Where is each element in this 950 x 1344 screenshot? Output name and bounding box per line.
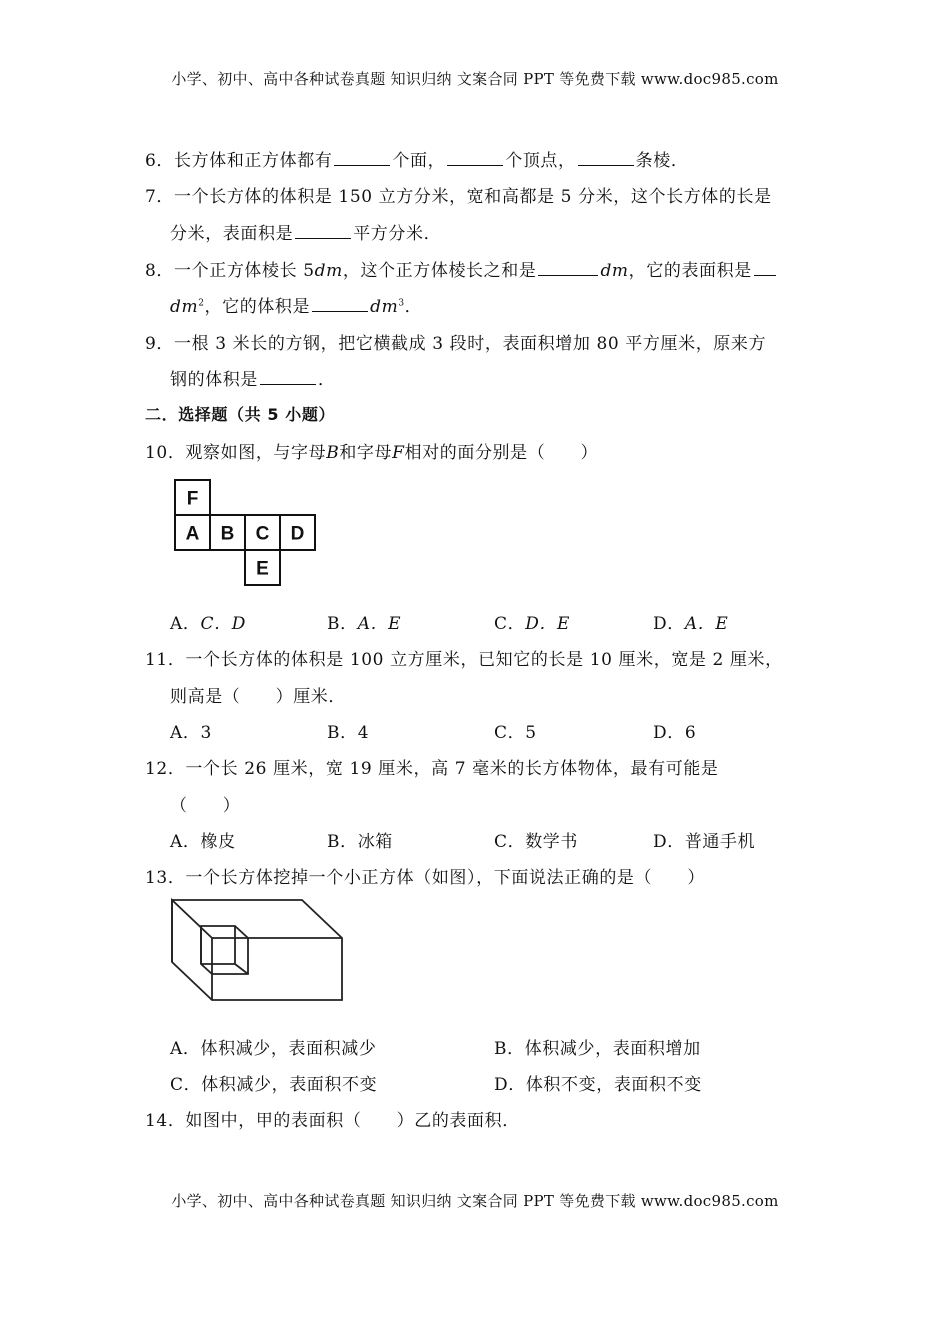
question-9-line-2	[170, 365, 336, 390]
question-12-line-1: 12．一个长 26 厘米，宽 19 厘米，高 7 毫米的长方体物体，最有可能是	[145, 759, 719, 779]
q8-text-e: ．	[404, 297, 423, 317]
question-12-line-2: （ ）	[170, 796, 241, 816]
net-label-f: F	[186, 488, 199, 510]
q10-option-a-letter: A．	[170, 614, 201, 634]
q10-option-d[interactable]	[653, 609, 728, 634]
question-11-line-2: 则高是（ ）厘米．	[170, 687, 346, 707]
section-2-title: 二．选择题（共 5 小题）	[145, 405, 336, 424]
q9-text-a: 钢的体积是	[170, 370, 258, 390]
question-7-line-1: 7．一个长方体的体积是 150 立方分米，宽和高都是 5 分米，这个长方体的长是	[145, 187, 772, 207]
q10-option-b-value: A．E	[357, 614, 402, 634]
q12-option-b[interactable]: B．冰箱	[327, 832, 393, 852]
q10-letter-f: F	[392, 443, 405, 463]
q7-blank[interactable]	[295, 237, 351, 239]
cuboid-left-edges	[172, 900, 212, 962]
q11-option-b[interactable]: B．4	[327, 723, 370, 743]
q8-unit-2: dm	[600, 261, 629, 281]
q10-option-b-letter: B．	[327, 614, 358, 634]
q12-option-d[interactable]: D．普通手机	[653, 832, 756, 852]
page-header: 小学、初中、高中各种试卷真题 知识归纳 文案合同 PPT 等免费下载 www.doc985.com	[171, 70, 779, 88]
q11-option-c[interactable]: C．5	[494, 723, 537, 743]
question-8-line-1	[145, 256, 778, 281]
net-label-c: C	[255, 523, 270, 545]
q6-blank-3[interactable]	[578, 164, 634, 166]
cube-net-figure	[174, 479, 318, 589]
question-6	[145, 146, 688, 171]
q12-option-c[interactable]: C．数学书	[494, 832, 579, 852]
q10-letter-b: B	[326, 443, 340, 463]
q10-option-c[interactable]	[494, 609, 570, 634]
q10-option-c-value: D．E	[525, 614, 571, 634]
question-11-line-1: 11．一个长方体的体积是 100 立方厘米，已知它的长是 10 厘米，宽是 2 厘米，	[145, 650, 783, 670]
q8-unit-1: dm	[314, 261, 343, 281]
net-label-a: A	[185, 523, 200, 545]
q8-unit-3: dm	[170, 297, 199, 317]
q6-text-a: 6．长方体和正方体都有	[145, 151, 333, 171]
q10-option-d-value: A．E	[684, 614, 729, 634]
q8-blank-3[interactable]	[312, 310, 368, 312]
q8-blank-1[interactable]	[538, 274, 598, 276]
q8-text-b: ，这个正方体棱长之和是	[342, 261, 537, 281]
net-label-e: E	[256, 558, 269, 580]
q8-text-d: ，它的体积是	[204, 297, 311, 317]
cuboid-front-edges	[212, 938, 342, 1000]
q13-option-a[interactable]: A．体积减少，表面积减少	[170, 1039, 377, 1059]
page-footer: 小学、初中、高中各种试卷真题 知识归纳 文案合同 PPT 等免费下载 www.doc985.com	[171, 1192, 779, 1210]
q8-sup-2: 2	[198, 298, 205, 309]
cuboid-outline	[172, 900, 342, 1000]
q6-blank-2[interactable]	[447, 164, 503, 166]
q10-option-d-letter: D．	[653, 614, 685, 634]
q7-text-a: 分米，表面积是	[170, 224, 294, 244]
q7-text-b: 平方分米．	[353, 224, 442, 244]
question-8-line-2	[170, 292, 422, 317]
q13-option-b[interactable]: B．体积减少，表面积增加	[494, 1039, 701, 1059]
q6-blank-1[interactable]	[334, 164, 390, 166]
q8-blank-2[interactable]	[754, 274, 776, 276]
q11-option-a[interactable]: A．3	[170, 723, 212, 743]
q10-text-a: 10．观察如图，与字母	[145, 443, 327, 463]
q8-text-a: 8．一个正方体棱长 5	[145, 261, 315, 281]
q10-option-c-letter: C．	[494, 614, 526, 634]
q11-option-d[interactable]: D．6	[653, 723, 697, 743]
net-label-b: B	[220, 523, 235, 545]
q10-text-c: 相对的面分别是（ ）	[404, 443, 599, 463]
q8-unit-4: dm	[370, 297, 399, 317]
question-10	[145, 438, 598, 463]
q6-text-c: 个顶点，	[505, 151, 576, 171]
q6-text-d: 条棱．	[635, 151, 689, 171]
q9-blank[interactable]	[260, 383, 316, 385]
q10-option-a-value: C．D	[200, 614, 246, 634]
q8-sup-3: 3	[398, 298, 405, 309]
question-13-line-1: 13．一个长方体挖掉一个小正方体（如图），下面说法正确的是（ ）	[145, 868, 705, 888]
net-label-d: D	[290, 523, 305, 545]
question-14-line-1: 14．如图中，甲的表面积（ ）乙的表面积．	[145, 1111, 520, 1131]
q12-option-a[interactable]: A．橡皮	[170, 832, 236, 852]
q10-text-b: 和字母	[339, 443, 393, 463]
cuboid-figure	[168, 896, 348, 1006]
question-9-line-1: 9．一根 3 米长的方钢，把它横截成 3 段时，表面积增加 80 平方厘米，原来方	[145, 334, 767, 354]
q9-text-end: ．	[318, 370, 336, 390]
q13-option-c[interactable]: C．体积减少，表面积不变	[170, 1075, 378, 1095]
q6-text-b: 个面，	[392, 151, 446, 171]
q8-text-c: ，它的表面积是	[628, 261, 752, 281]
question-7-line-2	[170, 219, 441, 244]
q10-option-a[interactable]	[170, 609, 246, 634]
q13-option-d[interactable]: D．体积不变，表面积不变	[494, 1075, 702, 1095]
q10-option-b[interactable]	[327, 609, 401, 634]
